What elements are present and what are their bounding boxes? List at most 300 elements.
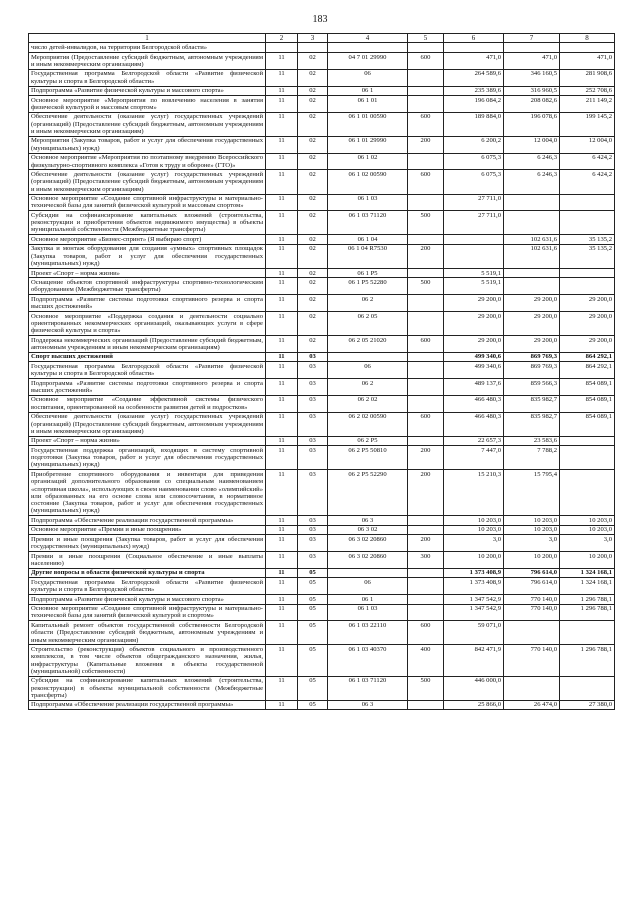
table-row: [29, 96, 615, 113]
row-target-article: 06 1 01 00590: [328, 112, 408, 136]
row-section-code: 11: [266, 352, 298, 361]
row-subsection-code: 03: [298, 436, 328, 445]
row-amount-year-1: 10 203,0: [444, 516, 504, 525]
row-section-code: 11: [266, 395, 298, 412]
row-amount-year-1: [444, 244, 504, 268]
row-expense-type: [408, 516, 444, 525]
row-subsection-code: 02: [298, 244, 328, 268]
row-target-article: 06 3 02 20860: [328, 535, 408, 552]
row-amount-year-1: 15 210,3: [444, 470, 504, 516]
row-expense-type: 500: [408, 211, 444, 235]
row-target-article: 04 7 01 29990: [328, 52, 408, 69]
table-row: [29, 645, 615, 676]
row-subsection-code: 03: [298, 395, 328, 412]
row-section-code: 11: [266, 153, 298, 170]
column-header: 8: [560, 34, 615, 43]
table-row: [29, 412, 615, 436]
row-target-article: 06 1 P5 52280: [328, 278, 408, 295]
row-section-code: 11: [266, 645, 298, 676]
row-subsection-code: 03: [298, 379, 328, 396]
row-section-code: 11: [266, 578, 298, 595]
table-row: [29, 295, 615, 312]
row-amount-year-3: 1 324 168,1: [560, 568, 615, 577]
row-description: Закупка и монтаж оборудования для создания «умных» спортивных площадок (Закупка товаров, работ и услуг для обеспечения государственных (муниципальных) нужд): [29, 244, 266, 268]
row-amount-year-3: 29 200,0: [560, 311, 615, 335]
row-amount-year-2: 29 200,0: [504, 336, 560, 353]
row-target-article: 06 1 03 22110: [328, 621, 408, 645]
row-section-code: 11: [266, 311, 298, 335]
row-amount-year-1: 489 137,6: [444, 379, 504, 396]
table-row: [29, 211, 615, 235]
row-amount-year-3: 10 203,0: [560, 516, 615, 525]
row-description: Основное мероприятие «Создание спортивной инфраструктуры и материально-технической базы для занятий физической культурой и массовым спортом»: [29, 194, 266, 211]
row-amount-year-1: [444, 43, 504, 52]
row-amount-year-2: 770 140,0: [504, 595, 560, 604]
table-row: [29, 379, 615, 396]
row-target-article: 06 1 03: [328, 604, 408, 621]
row-amount-year-1: 6 200,2: [444, 136, 504, 153]
row-subsection-code: 03: [298, 525, 328, 534]
table-row: [29, 69, 615, 86]
row-expense-type: 200: [408, 446, 444, 470]
row-target-article: 06 1 03 71120: [328, 676, 408, 700]
row-target-article: 06 3 02 20860: [328, 552, 408, 569]
row-expense-type: [408, 86, 444, 95]
row-amount-year-2: 796 614,0: [504, 578, 560, 595]
table-row: [29, 525, 615, 534]
row-target-article: 06 1 02: [328, 153, 408, 170]
table-row: [29, 568, 615, 577]
table-row: [29, 436, 615, 445]
row-description: Основное мероприятие «Мероприятия по вовлечению населения в занятия физической культурой и массовым спортом»: [29, 96, 266, 113]
row-amount-year-1: 6 075,3: [444, 153, 504, 170]
row-section-code: 11: [266, 436, 298, 445]
row-section-code: 11: [266, 535, 298, 552]
table-row: [29, 470, 615, 516]
row-amount-year-2: 859 566,3: [504, 379, 560, 396]
row-subsection-code: 02: [298, 278, 328, 295]
row-amount-year-2: 770 140,0: [504, 604, 560, 621]
table-row: [29, 268, 615, 277]
table-row: [29, 244, 615, 268]
row-expense-type: [408, 436, 444, 445]
row-target-article: [328, 568, 408, 577]
row-amount-year-3: [560, 621, 615, 645]
row-expense-type: [408, 578, 444, 595]
row-amount-year-1: 22 657,3: [444, 436, 504, 445]
row-section-code: 11: [266, 278, 298, 295]
row-amount-year-2: [504, 278, 560, 295]
row-section-code: 11: [266, 170, 298, 194]
row-subsection-code: 05: [298, 595, 328, 604]
row-section-code: 11: [266, 86, 298, 95]
row-amount-year-2: 29 200,0: [504, 295, 560, 312]
row-amount-year-3: 1 296 788,1: [560, 604, 615, 621]
column-header: 4: [328, 34, 408, 43]
row-amount-year-1: 6 075,3: [444, 170, 504, 194]
row-amount-year-1: 264 589,6: [444, 69, 504, 86]
row-section-code: 11: [266, 136, 298, 153]
row-amount-year-3: 471,0: [560, 52, 615, 69]
table-row: [29, 112, 615, 136]
row-subsection-code: 02: [298, 311, 328, 335]
row-description: Обеспечение деятельности (оказание услуг) государственных учреждений (организаций) (Предоставление субсидий бюджетным, автономным учреждениям и иным некоммерческим организациям): [29, 112, 266, 136]
row-amount-year-2: 869 769,3: [504, 362, 560, 379]
row-description: Поддержка некоммерческих организаций (Предоставление субсидий бюджетным, автономным учреждениям и иным некоммерческим организациям): [29, 336, 266, 353]
column-header: 5: [408, 34, 444, 43]
row-subsection-code: 03: [298, 470, 328, 516]
row-description: Обеспечение деятельности (оказание услуг) государственных учреждений (организаций) (Предоставление субсидий бюджетным, автономным учреждениям и иным некоммерческим организациям): [29, 412, 266, 436]
row-expense-type: 600: [408, 52, 444, 69]
row-amount-year-1: 842 471,9: [444, 645, 504, 676]
row-description: Премии и иные поощрения (Социальное обеспечение и иные выплаты населению): [29, 552, 266, 569]
row-expense-type: [408, 96, 444, 113]
row-subsection-code: 02: [298, 153, 328, 170]
row-section-code: 11: [266, 621, 298, 645]
table-row: [29, 136, 615, 153]
row-section-code: 11: [266, 69, 298, 86]
table-row: [29, 43, 615, 52]
row-amount-year-1: 196 084,2: [444, 96, 504, 113]
row-amount-year-3: 35 135,2: [560, 244, 615, 268]
row-expense-type: 500: [408, 676, 444, 700]
row-amount-year-3: 29 200,0: [560, 336, 615, 353]
table-row: [29, 170, 615, 194]
row-amount-year-1: 5 519,1: [444, 268, 504, 277]
row-amount-year-3: [560, 470, 615, 516]
row-description: Приобретение спортивного оборудования и инвентаря для приведения организаций дополнительного образования со специальным наименованием «спортивная школа», использующих в своем наименовании слово «олимпийский» или образованных на его основе слова или словосочетания, в нормативное состояние (Закупка товаров, работ и услуг для обеспечения государственных (муниципальных) нужд): [29, 470, 266, 516]
row-subsection-code: 05: [298, 604, 328, 621]
row-amount-year-3: [560, 43, 615, 52]
table-row: [29, 362, 615, 379]
row-description: Основное мероприятие «Бизнес-спринт» (Я выбираю спорт): [29, 235, 266, 244]
row-subsection-code: 02: [298, 211, 328, 235]
row-description: Строительство (реконструкция) объектов социального и производственного комплексов, в том числе объектов общегражданского назначения, жилья, инфраструктуры (Капитальные вложения в объекты государственной (муниципальной) собственности): [29, 645, 266, 676]
table-row: [29, 395, 615, 412]
row-amount-year-1: 29 200,0: [444, 295, 504, 312]
table-row: [29, 676, 615, 700]
row-amount-year-2: 102 631,6: [504, 235, 560, 244]
row-amount-year-2: 196 078,6: [504, 112, 560, 136]
row-amount-year-1: 59 071,0: [444, 621, 504, 645]
row-amount-year-3: [560, 194, 615, 211]
row-section-code: 11: [266, 412, 298, 436]
table-row: [29, 516, 615, 525]
row-amount-year-3: 854 089,1: [560, 395, 615, 412]
row-amount-year-3: [560, 278, 615, 295]
table-row: [29, 621, 615, 645]
row-subsection-code: 02: [298, 235, 328, 244]
row-amount-year-2: 796 614,0: [504, 568, 560, 577]
row-amount-year-1: 1 347 542,9: [444, 604, 504, 621]
row-target-article: 06 1: [328, 595, 408, 604]
row-section-code: 11: [266, 568, 298, 577]
row-description: Проект «Спорт – норма жизни»: [29, 268, 266, 277]
row-amount-year-3: 3,0: [560, 535, 615, 552]
row-amount-year-3: 211 149,2: [560, 96, 615, 113]
row-section-code: 11: [266, 595, 298, 604]
row-expense-type: [408, 700, 444, 709]
row-expense-type: 500: [408, 278, 444, 295]
row-amount-year-3: [560, 676, 615, 700]
row-amount-year-3: 199 145,2: [560, 112, 615, 136]
row-amount-year-3: 854 089,1: [560, 412, 615, 436]
row-section-code: 11: [266, 446, 298, 470]
row-description: Мероприятия (Закупка товаров, работ и услуг для обеспечения государственных (муниципальных) нужд): [29, 136, 266, 153]
row-amount-year-2: 15 795,4: [504, 470, 560, 516]
row-amount-year-2: 23 583,6: [504, 436, 560, 445]
row-target-article: 06 3 02: [328, 525, 408, 534]
column-header: 7: [504, 34, 560, 43]
row-amount-year-1: 25 866,0: [444, 700, 504, 709]
row-amount-year-1: 7 447,0: [444, 446, 504, 470]
row-description: Оснащение объектов спортивной инфраструктуры спортивно-технологическим оборудованием (Межбюджетные трансферты): [29, 278, 266, 295]
row-target-article: 06: [328, 69, 408, 86]
table-row: [29, 52, 615, 69]
row-amount-year-1: 446 000,0: [444, 676, 504, 700]
row-section-code: 11: [266, 525, 298, 534]
row-amount-year-1: 29 200,0: [444, 311, 504, 335]
row-description: Премии и иные поощрения (Закупка товаров, работ и услуг для обеспечения государственных (муниципальных) нужд): [29, 535, 266, 552]
row-amount-year-1: 29 200,0: [444, 336, 504, 353]
table-row: [29, 578, 615, 595]
row-amount-year-3: 864 292,1: [560, 362, 615, 379]
row-description: Субсидии на софинансирование капитальных вложений (строительства, реконструкции) в объекты муниципальной собственности (Межбюджетные трансферты): [29, 676, 266, 700]
row-target-article: [328, 43, 408, 52]
row-description: Мероприятия (Предоставление субсидий бюджетным, автономным учреждениям и иным некоммерческим организациям): [29, 52, 266, 69]
row-description: Проект «Спорт – норма жизни»: [29, 436, 266, 445]
table-body: [29, 43, 615, 710]
row-amount-year-3: 12 004,0: [560, 136, 615, 153]
page-number: 183: [312, 14, 328, 25]
table-row: [29, 535, 615, 552]
row-amount-year-3: 1 324 168,1: [560, 578, 615, 595]
row-expense-type: 600: [408, 412, 444, 436]
row-target-article: 06 1 03 40370: [328, 645, 408, 676]
row-description: Капитальный ремонт объектов государственной собственности Белгородской области (Предоставление субсидий бюджетным, автономным учреждениям и иным некоммерческим организациям): [29, 621, 266, 645]
row-subsection-code: 02: [298, 295, 328, 312]
row-expense-type: [408, 604, 444, 621]
row-section-code: 11: [266, 235, 298, 244]
row-amount-year-2: [504, 621, 560, 645]
row-expense-type: 200: [408, 136, 444, 153]
row-subsection-code: 05: [298, 621, 328, 645]
row-amount-year-1: 1 373 408,9: [444, 568, 504, 577]
row-target-article: 06 2: [328, 379, 408, 396]
row-subsection-code: 02: [298, 112, 328, 136]
table-row: [29, 194, 615, 211]
row-description: Государственная программа Белгородской области «Развитие физической культуры и спорта в Белгородской области»: [29, 69, 266, 86]
row-amount-year-3: 29 200,0: [560, 295, 615, 312]
row-amount-year-3: [560, 446, 615, 470]
row-target-article: 06 1: [328, 86, 408, 95]
row-expense-type: [408, 43, 444, 52]
row-subsection-code: 02: [298, 194, 328, 211]
row-amount-year-2: 10 200,0: [504, 552, 560, 569]
row-amount-year-1: 27 711,0: [444, 194, 504, 211]
row-amount-year-3: 6 424,2: [560, 170, 615, 194]
row-description: Подпрограмма «Обеспечение реализации государственной программы»: [29, 700, 266, 709]
row-target-article: 06 1 P5: [328, 268, 408, 277]
column-header: 6: [444, 34, 504, 43]
row-expense-type: [408, 595, 444, 604]
row-target-article: 06 1 03 71120: [328, 211, 408, 235]
row-expense-type: 600: [408, 112, 444, 136]
row-section-code: 11: [266, 700, 298, 709]
row-target-article: 06 1 04 R7530: [328, 244, 408, 268]
row-description: Государственная программа Белгородской области «Развитие физической культуры и спорта в Белгородской области»: [29, 578, 266, 595]
row-amount-year-2: [504, 211, 560, 235]
row-amount-year-2: 3,0: [504, 535, 560, 552]
row-section-code: 11: [266, 52, 298, 69]
row-expense-type: [408, 268, 444, 277]
row-expense-type: [408, 295, 444, 312]
row-amount-year-1: 235 389,6: [444, 86, 504, 95]
row-expense-type: [408, 153, 444, 170]
row-expense-type: [408, 69, 444, 86]
row-target-article: 06 1 01: [328, 96, 408, 113]
row-amount-year-2: 835 982,7: [504, 412, 560, 436]
row-target-article: 06: [328, 362, 408, 379]
row-description: Спорт высших достижений: [29, 352, 266, 361]
row-target-article: 06 2 05 21020: [328, 336, 408, 353]
row-section-code: 11: [266, 244, 298, 268]
row-amount-year-1: 1 347 542,9: [444, 595, 504, 604]
row-subsection-code: 02: [298, 268, 328, 277]
row-description: Подпрограмма «Развитие системы подготовки спортивного резерва и спорта высших достижений»: [29, 379, 266, 396]
row-description: Государственная поддержка организаций, входящих в систему спортивной подготовки (Закупка товаров, работ и услуг для обеспечения государственных (муниципальных) нужд): [29, 446, 266, 470]
row-subsection-code: 03: [298, 446, 328, 470]
row-expense-type: 200: [408, 244, 444, 268]
row-subsection-code: 02: [298, 336, 328, 353]
row-subsection-code: 03: [298, 552, 328, 569]
row-amount-year-2: 12 004,0: [504, 136, 560, 153]
row-target-article: 06 2 02: [328, 395, 408, 412]
row-amount-year-1: 10 203,0: [444, 525, 504, 534]
row-amount-year-3: 35 135,2: [560, 235, 615, 244]
row-expense-type: [408, 395, 444, 412]
row-description: Подпрограмма «Развитие физической культуры и массового спорта»: [29, 595, 266, 604]
row-target-article: 06 2 P5 52290: [328, 470, 408, 516]
row-expense-type: 200: [408, 470, 444, 516]
row-target-article: 06 1 03: [328, 194, 408, 211]
row-amount-year-2: [504, 268, 560, 277]
row-subsection-code: 02: [298, 96, 328, 113]
table-row: [29, 446, 615, 470]
row-description: Субсидии на софинансирование капитальных вложений (строительства, реконструкции и приобретения объектов недвижимого имущества) в объекты муниципальной собственности (Межбюджетные трансферты): [29, 211, 266, 235]
row-section-code: 11: [266, 194, 298, 211]
row-expense-type: [408, 379, 444, 396]
row-amount-year-1: 466 480,3: [444, 395, 504, 412]
table-row: [29, 235, 615, 244]
row-section-code: 11: [266, 96, 298, 113]
row-section-code: 11: [266, 516, 298, 525]
row-amount-year-3: [560, 268, 615, 277]
table-row: [29, 595, 615, 604]
row-amount-year-2: 6 246,3: [504, 153, 560, 170]
row-expense-type: [408, 194, 444, 211]
row-target-article: 06 3: [328, 516, 408, 525]
row-subsection-code: 03: [298, 352, 328, 361]
row-amount-year-1: 3,0: [444, 535, 504, 552]
row-amount-year-3: [560, 436, 615, 445]
row-section-code: 11: [266, 211, 298, 235]
row-subsection-code: 03: [298, 362, 328, 379]
row-target-article: 06 2 05: [328, 311, 408, 335]
row-expense-type: [408, 568, 444, 577]
row-description: Основное мероприятие «Создание эффективной системы физического воспитания, ориентированной на особенности развития детей и подростков»: [29, 395, 266, 412]
row-amount-year-1: [444, 235, 504, 244]
row-amount-year-3: 252 708,6: [560, 86, 615, 95]
row-amount-year-2: 7 788,2: [504, 446, 560, 470]
header-row: [29, 34, 615, 43]
table-row: [29, 336, 615, 353]
row-subsection-code: 02: [298, 170, 328, 194]
row-section-code: 11: [266, 470, 298, 516]
table-row: [29, 700, 615, 709]
row-target-article: 06 2 P5: [328, 436, 408, 445]
row-subsection-code: 02: [298, 69, 328, 86]
row-amount-year-3: 1 296 788,1: [560, 645, 615, 676]
row-subsection-code: 03: [298, 516, 328, 525]
row-amount-year-1: 499 340,6: [444, 362, 504, 379]
row-description: Обеспечение деятельности (оказание услуг) государственных учреждений (организаций) (Предоставление субсидий бюджетным, автономным учреждениям и иным некоммерческим организациям): [29, 170, 266, 194]
row-expense-type: [408, 352, 444, 361]
row-target-article: [328, 352, 408, 361]
row-amount-year-2: 102 631,6: [504, 244, 560, 268]
row-amount-year-2: 869 769,3: [504, 352, 560, 361]
row-amount-year-3: 1 296 788,1: [560, 595, 615, 604]
table-row: [29, 278, 615, 295]
row-amount-year-2: 316 960,5: [504, 86, 560, 95]
row-amount-year-2: 770 140,0: [504, 645, 560, 676]
row-amount-year-1: 499 340,6: [444, 352, 504, 361]
row-amount-year-1: 466 480,3: [444, 412, 504, 436]
row-description: Основное мероприятие «Создание спортивной инфраструктуры и материально-технической базы для занятий физической культурой и спортом»: [29, 604, 266, 621]
table-row: [29, 153, 615, 170]
row-amount-year-2: 10 203,0: [504, 516, 560, 525]
table-row: [29, 86, 615, 95]
row-section-code: 11: [266, 676, 298, 700]
row-subsection-code: 05: [298, 700, 328, 709]
row-target-article: 06 2 02 00590: [328, 412, 408, 436]
row-subsection-code: 03: [298, 412, 328, 436]
row-section-code: 11: [266, 362, 298, 379]
row-expense-type: [408, 311, 444, 335]
row-amount-year-2: [504, 676, 560, 700]
row-amount-year-2: [504, 43, 560, 52]
table-row: [29, 352, 615, 361]
row-amount-year-2: 835 982,7: [504, 395, 560, 412]
row-subsection-code: 05: [298, 578, 328, 595]
column-header: 3: [298, 34, 328, 43]
row-amount-year-1: 1 373 408,9: [444, 578, 504, 595]
row-subsection-code: 02: [298, 136, 328, 153]
column-header: 1: [29, 34, 266, 43]
row-expense-type: [408, 362, 444, 379]
row-amount-year-1: 471,0: [444, 52, 504, 69]
row-description: Основное мероприятие «Премии и иные поощрения»: [29, 525, 266, 534]
row-description: Подпрограмма «Обеспечение реализации государственной программы»: [29, 516, 266, 525]
row-amount-year-3: 6 424,2: [560, 153, 615, 170]
row-section-code: [266, 43, 298, 52]
row-amount-year-3: 281 908,6: [560, 69, 615, 86]
row-subsection-code: [298, 43, 328, 52]
row-amount-year-2: 10 203,0: [504, 525, 560, 534]
row-expense-type: 600: [408, 170, 444, 194]
column-header: 2: [266, 34, 298, 43]
row-section-code: 11: [266, 336, 298, 353]
